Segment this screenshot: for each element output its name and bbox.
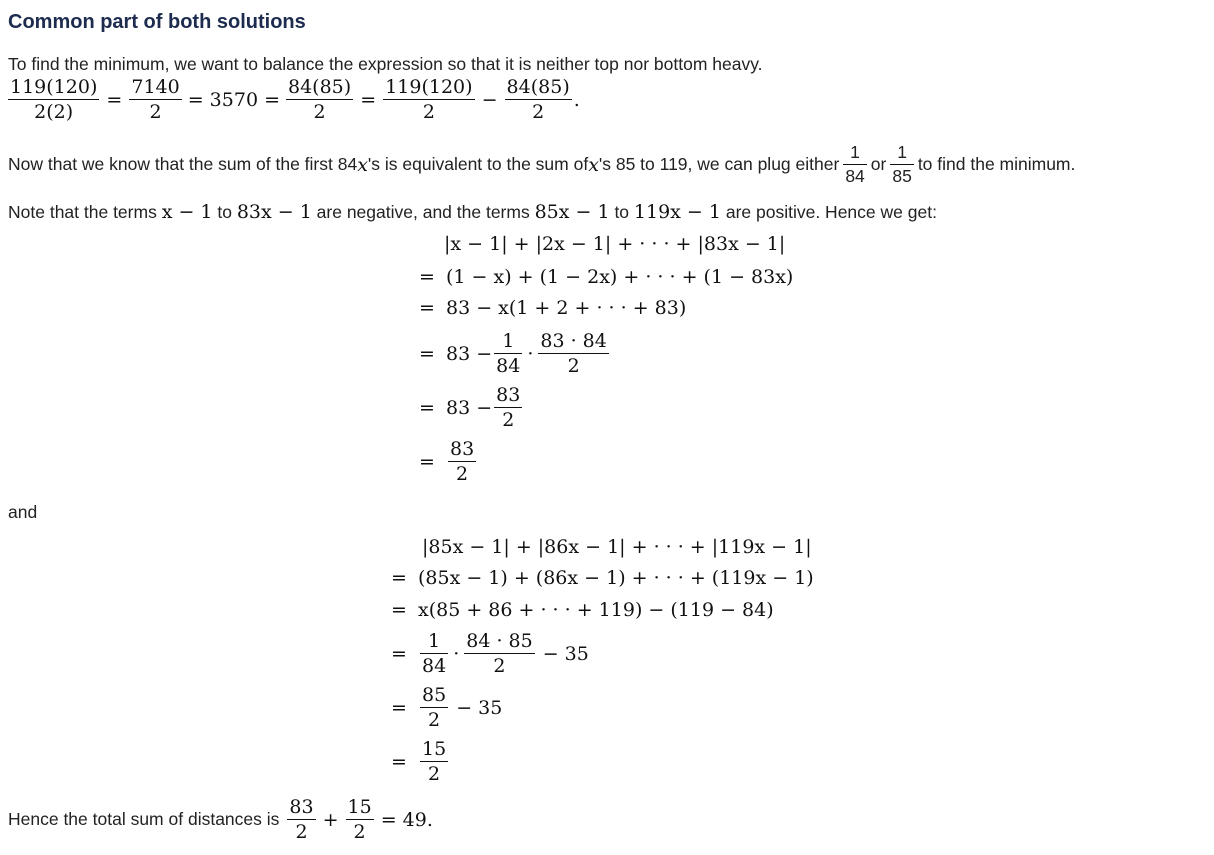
equals-sign: = xyxy=(391,696,407,719)
fraction-denominator: 2 xyxy=(149,101,162,123)
equals-sign: = xyxy=(391,567,407,589)
fraction xyxy=(494,384,522,431)
equation-middle: = 3570 = xyxy=(187,88,280,111)
fraction xyxy=(538,330,608,377)
block2-row5 xyxy=(386,738,450,785)
fraction-denominator: 2 xyxy=(428,709,441,731)
block1-row2 xyxy=(414,297,686,319)
fraction-denominator: 2 xyxy=(456,463,469,485)
block1-row1 xyxy=(414,266,793,288)
fraction xyxy=(286,76,353,123)
fraction xyxy=(505,76,572,123)
equals-sign: = xyxy=(391,599,407,621)
text-span: to find the minimum. xyxy=(917,154,1076,174)
fraction-numerator: 83 · 84 xyxy=(540,330,607,352)
equals-sign: = xyxy=(419,342,435,365)
text-span: are negative, and the terms xyxy=(311,202,535,222)
fraction xyxy=(420,684,448,731)
equals-sign: = xyxy=(391,750,407,773)
text-span: to xyxy=(609,202,634,222)
equals-sign: = xyxy=(360,88,377,111)
expression: (1 − x) + (1 − 2x) + · · · + (1 − 83x) xyxy=(446,266,794,288)
fraction-denominator: 2 xyxy=(422,101,435,123)
math-term: 85x − 1 xyxy=(534,201,610,223)
fraction-numerator: 1 xyxy=(502,330,515,352)
math-term: 83x − 1 xyxy=(236,201,312,223)
fraction-denominator: 2 xyxy=(353,821,366,843)
math-variable: x xyxy=(357,153,368,176)
text-span: Note that the terms xyxy=(8,202,162,222)
fraction-denominator: 2 xyxy=(532,101,545,123)
fraction-denominator: 84 xyxy=(845,166,865,186)
plus-sign: + xyxy=(322,808,339,831)
expression: 83 − x(1 + 2 + · · · + 83) xyxy=(446,297,687,319)
block2-row3 xyxy=(386,630,589,677)
fraction-numerator: 1 xyxy=(850,142,860,162)
expression: − 35 xyxy=(456,696,503,719)
block1-row4 xyxy=(414,384,524,431)
fraction-numerator: 7140 xyxy=(131,76,180,98)
text-span: 's 85 to 119, we can plug either xyxy=(598,154,840,174)
fraction-numerator: 84(85) xyxy=(288,76,352,98)
fraction-denominator: 2 xyxy=(567,355,580,377)
intro-paragraph: To find the minimum, we want to balance the expression so that it is neither top nor bottom heavy. xyxy=(8,54,763,74)
expression: 83 − xyxy=(446,342,493,365)
block2-row1 xyxy=(386,567,814,589)
fraction-numerator: 15 xyxy=(422,738,447,760)
expression: x(85 + 86 + · · · + 119) − (119 − 84) xyxy=(418,599,774,621)
balance-equation xyxy=(6,76,580,123)
block2-row4 xyxy=(386,684,502,731)
plug-in-paragraph xyxy=(8,142,1075,187)
fraction xyxy=(464,630,534,677)
period: . xyxy=(573,88,580,111)
fraction-denominator: 85 xyxy=(892,166,912,186)
text-span: Hence the total sum of distances is xyxy=(8,809,280,829)
block2-row0: |85x − 1| + |86x − 1| + · · · + |119x − 1| xyxy=(422,536,812,558)
fraction xyxy=(8,76,99,123)
equals-sign: = xyxy=(106,88,123,111)
equals-sign: = xyxy=(419,450,435,473)
expression: − 35 xyxy=(542,642,589,665)
final-result-line xyxy=(8,796,433,843)
expression: 83 − xyxy=(446,396,493,419)
fraction-numerator: 1 xyxy=(897,142,907,162)
text-span: or xyxy=(870,154,887,174)
fraction-numerator: 119(120) xyxy=(10,76,98,98)
fraction xyxy=(448,438,476,485)
fraction-numerator: 15 xyxy=(347,796,372,818)
and-text: and xyxy=(8,502,38,522)
fraction xyxy=(383,76,474,123)
block1-row5 xyxy=(414,438,478,485)
fraction-numerator: 85 xyxy=(422,684,447,706)
fraction-numerator: 83 xyxy=(496,384,521,406)
dot-operator: · xyxy=(527,342,534,365)
sign-note-paragraph xyxy=(8,201,937,223)
math-term: x − 1 xyxy=(161,201,213,223)
final-expression xyxy=(285,796,432,843)
equals-sign: = xyxy=(419,266,435,288)
block1-row0: |x − 1| + |2x − 1| + · · · + |83x − 1| xyxy=(444,233,786,255)
dot-operator: · xyxy=(453,642,460,665)
fraction-denominator: 84 xyxy=(496,355,521,377)
expression: (85x − 1) + (86x − 1) + · · · + (119x − 1) xyxy=(418,567,814,589)
block1-row3 xyxy=(414,330,611,377)
fraction xyxy=(843,142,866,187)
fraction-denominator: 2 xyxy=(428,763,441,785)
math-variable: x xyxy=(588,153,599,176)
fraction xyxy=(420,738,448,785)
fraction-numerator: 84(85) xyxy=(506,76,570,98)
fraction xyxy=(287,796,315,843)
equals-sign: = xyxy=(419,396,435,419)
result-value: = 49. xyxy=(380,808,433,831)
fraction-numerator: 84 · 85 xyxy=(466,630,533,652)
section-heading: Common part of both solutions xyxy=(8,11,306,33)
fraction-numerator: 83 xyxy=(289,796,314,818)
fraction-denominator: 2 xyxy=(493,655,506,677)
fraction-denominator: 2(2) xyxy=(34,101,74,123)
fraction xyxy=(494,330,522,377)
fraction xyxy=(346,796,374,843)
fraction-denominator: 2 xyxy=(313,101,326,123)
fraction-numerator: 119(120) xyxy=(385,76,473,98)
text-span: are positive. Hence we get: xyxy=(720,202,937,222)
text-span: Now that we know that the sum of the first 84 xyxy=(8,154,358,174)
fraction-denominator: 2 xyxy=(295,821,308,843)
fraction xyxy=(890,142,913,187)
minus-sign: − xyxy=(481,88,498,111)
fraction xyxy=(420,630,448,677)
equals-sign: = xyxy=(391,642,407,665)
fraction-denominator: 84 xyxy=(422,655,447,677)
fraction-denominator: 2 xyxy=(502,409,515,431)
block2-row2 xyxy=(386,599,774,621)
text-span: to xyxy=(212,202,237,222)
fraction xyxy=(129,76,181,123)
fraction-numerator: 83 xyxy=(450,438,475,460)
text-span: 's is equivalent to the sum of xyxy=(367,154,589,174)
equals-sign: = xyxy=(419,297,435,319)
fraction-numerator: 1 xyxy=(428,630,441,652)
math-term: 119x − 1 xyxy=(633,201,721,223)
